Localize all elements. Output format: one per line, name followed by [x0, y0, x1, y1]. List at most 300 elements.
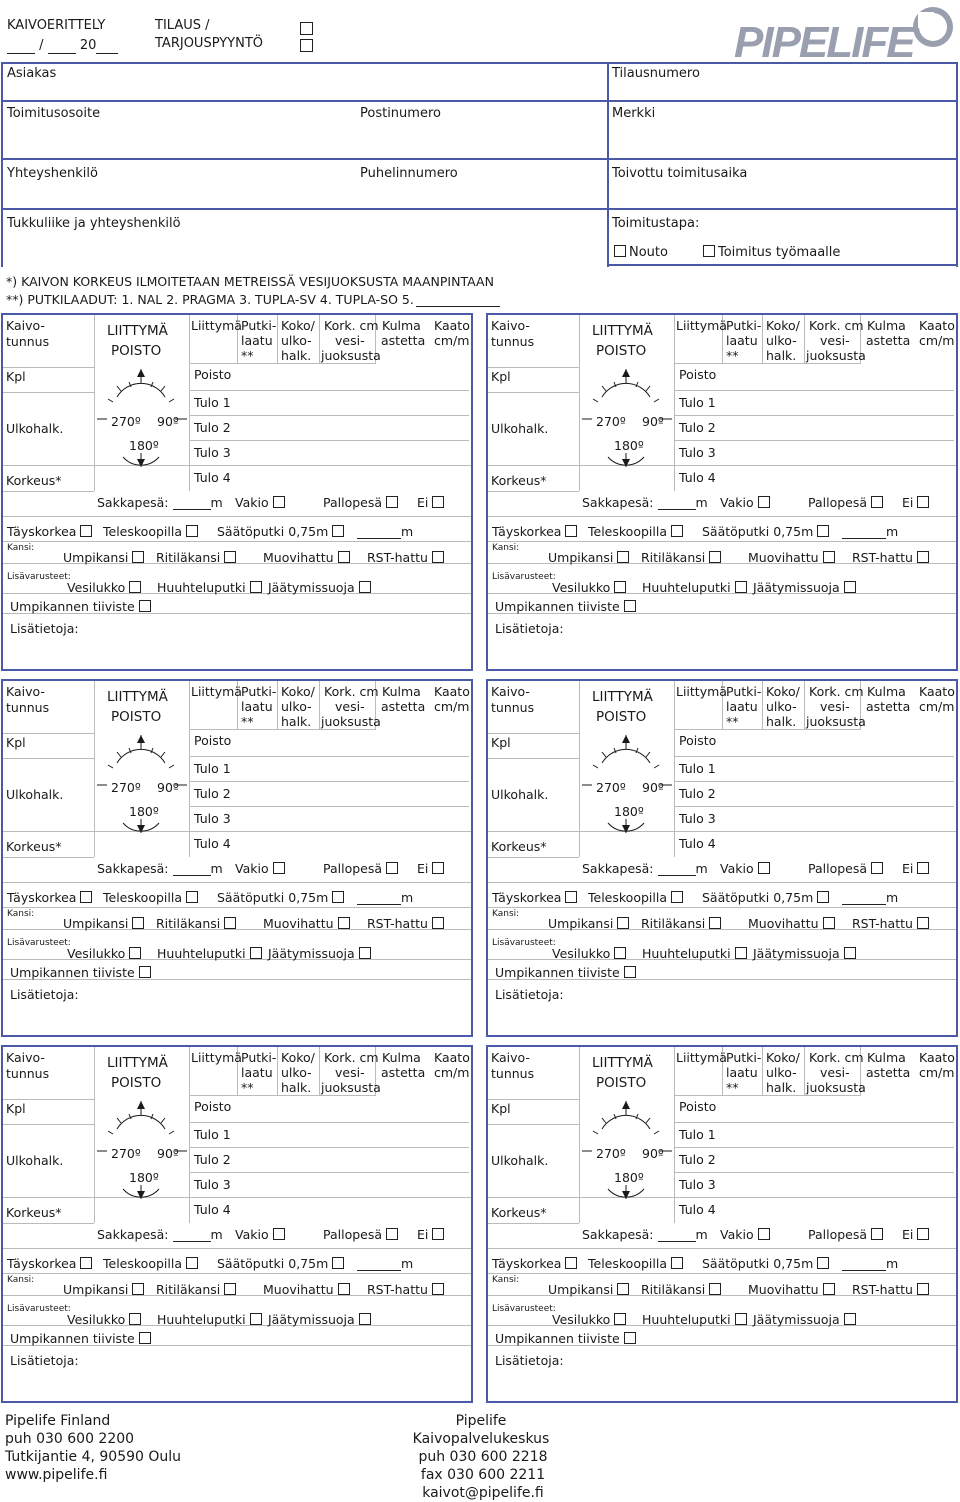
- ei-option[interactable]: [417, 861, 444, 876]
- muovihattu-label: Muovihattu: [263, 1282, 334, 1297]
- puhelinnumero-label: Puhelinnumero: [360, 166, 458, 181]
- umpikannen-label: Umpikannen tiiviste: [495, 965, 620, 980]
- row-tulo-1: Tulo 1: [679, 1127, 716, 1142]
- note-height: *) KAIVON KORKEUS ILMOITETAAN METREISSÄ VESIJUOKSUSTA MAANPINTAAN: [6, 274, 494, 289]
- pallopesa-label: Pallopesä: [323, 1227, 383, 1242]
- sakkapesa-input[interactable]: [173, 863, 211, 876]
- deg-90: 90º: [157, 780, 179, 795]
- col-kulma-2: astetta: [866, 333, 911, 348]
- kansi-label: Kansi:: [492, 1275, 520, 1285]
- col-putki-1: Putki-: [726, 1050, 762, 1065]
- umpikannen-option[interactable]: [10, 599, 151, 614]
- korkeus-label: Korkeus*: [491, 473, 547, 488]
- col-koko-3: halk.: [281, 348, 312, 363]
- pallopesa-label: Pallopesä: [323, 861, 383, 876]
- muovihattu-option[interactable]: [748, 550, 835, 565]
- saatoputki-length[interactable]: [357, 524, 413, 539]
- pallopesa-option[interactable]: [323, 1227, 398, 1242]
- ei-label: Ei: [417, 1227, 429, 1242]
- footer-right-3: fax 030 600 2211: [420, 1467, 546, 1483]
- ritilakansi-option[interactable]: [641, 550, 721, 565]
- huuhteluputki-option[interactable]: [642, 580, 747, 595]
- rsthattu-option[interactable]: [852, 1282, 929, 1297]
- sakkapesa-label: Sakkapesä:: [97, 1227, 169, 1242]
- umpikannen-option[interactable]: [10, 1331, 151, 1346]
- lisavarusteet-label: Lisävarusteet:: [7, 1304, 71, 1314]
- saatoputki-option[interactable]: [217, 890, 344, 905]
- row-tulo-1: Tulo 1: [194, 761, 231, 776]
- row-tulo-2: Tulo 2: [679, 420, 716, 435]
- kaivotunnus-label-2: tunnus: [491, 1066, 535, 1081]
- tayskorkea-option[interactable]: [7, 1256, 92, 1271]
- row-tulo-3: Tulo 3: [679, 445, 716, 460]
- tayskorkea-option[interactable]: [492, 524, 577, 539]
- jaatymissuoja-option[interactable]: [753, 946, 856, 961]
- col-putki-2: laatu: [241, 699, 273, 714]
- saatoputki-option[interactable]: [702, 524, 829, 539]
- col-kork-3: juoksusta: [806, 714, 866, 729]
- umpikannen-label: Umpikannen tiiviste: [495, 1331, 620, 1346]
- vesilukko-option[interactable]: [67, 946, 141, 961]
- umpikansi-option[interactable]: [63, 916, 144, 931]
- ritilakansi-option[interactable]: [641, 1282, 721, 1297]
- saatoputki-length[interactable]: [842, 1256, 898, 1271]
- ulkohalk-label: Ulkohalk.: [6, 787, 64, 802]
- rsthattu-option[interactable]: [852, 550, 929, 565]
- col-putki-2: laatu: [726, 333, 758, 348]
- kpl-label: Kpl: [6, 1101, 26, 1116]
- vesilukko-option[interactable]: [67, 580, 141, 595]
- umpikannen-label: Umpikannen tiiviste: [10, 1331, 135, 1346]
- ritilakansi-option[interactable]: [156, 550, 236, 565]
- kaivotunnus-label-1: Kaivo-: [6, 1050, 45, 1065]
- ritilakansi-label: Ritiläkansi: [156, 1282, 221, 1297]
- saatoputki-length[interactable]: [842, 890, 898, 905]
- tayskorkea-label: Täyskorkea: [7, 1256, 77, 1271]
- umpikansi-option[interactable]: [63, 1282, 144, 1297]
- rsthattu-option[interactable]: [367, 550, 444, 565]
- vakio-option[interactable]: [235, 861, 285, 876]
- sakkapesa-row: [582, 861, 708, 876]
- ei-option[interactable]: [417, 1227, 444, 1242]
- saatoputki-length[interactable]: [842, 524, 898, 539]
- col-kork-1: Kork. cm: [809, 1050, 864, 1065]
- vakio-option[interactable]: [235, 495, 285, 510]
- col-putki-3: **: [726, 714, 739, 729]
- ei-option[interactable]: [417, 495, 444, 510]
- umpikansi-option[interactable]: [548, 916, 629, 931]
- ritilakansi-option[interactable]: [641, 916, 721, 931]
- huuhteluputki-option[interactable]: [157, 580, 262, 595]
- row-poisto: Poisto: [679, 1099, 717, 1114]
- customer-form-frame: [1, 62, 958, 267]
- kpl-label: Kpl: [6, 369, 26, 384]
- col-kulma-1: Kulma: [382, 684, 421, 699]
- pallopesa-option[interactable]: [808, 495, 883, 510]
- tayskorkea-option[interactable]: [492, 1256, 577, 1271]
- korkeus-label: Korkeus*: [6, 839, 62, 854]
- vakio-option[interactable]: [720, 1227, 770, 1242]
- ei-option[interactable]: [902, 1227, 929, 1242]
- sakkapesa-unit: m: [210, 861, 223, 876]
- sakkapesa-row: [582, 1227, 708, 1242]
- huuhteluputki-label: Huuhteluputki: [157, 1312, 246, 1327]
- footer-right-2: puh 030 600 2218: [418, 1449, 548, 1465]
- sakkapesa-unit: m: [210, 1227, 223, 1242]
- sakkapesa-unit: m: [210, 495, 223, 510]
- tayskorkea-label: Täyskorkea: [7, 890, 77, 905]
- kaivo-block-2: [486, 313, 958, 671]
- deg-180: 180º: [614, 1170, 644, 1185]
- teleskoopilla-option[interactable]: [103, 524, 198, 539]
- deg-270: 270º: [596, 780, 626, 795]
- vakio-label: Vakio: [720, 495, 754, 510]
- kansi-label: Kansi:: [492, 909, 520, 919]
- toimitustapa-label: Toimitustapa:: [612, 216, 700, 231]
- toimitus-tyomaalle-option[interactable]: [703, 245, 840, 260]
- kaivotunnus-label-2: tunnus: [491, 700, 535, 715]
- col-kulma-2: astetta: [381, 1065, 426, 1080]
- jaatymissuoja-option[interactable]: [753, 580, 856, 595]
- rsthattu-label: RST-hattu: [367, 1282, 428, 1297]
- pallopesa-option[interactable]: [808, 861, 883, 876]
- lisavarusteet-label: Lisävarusteet:: [492, 1304, 556, 1314]
- ei-label: Ei: [902, 861, 914, 876]
- poisto-heading: POISTO: [111, 1075, 162, 1091]
- tayskorkea-option[interactable]: [492, 890, 577, 905]
- umpikansi-option[interactable]: [548, 550, 629, 565]
- tayskorkea-label: Täyskorkea: [7, 524, 77, 539]
- tayskorkea-label: Täyskorkea: [492, 890, 562, 905]
- jaatymissuoja-label: Jäätymissuoja: [268, 1312, 355, 1327]
- sakkapesa-label: Sakkapesä:: [582, 861, 654, 876]
- col-liittyma: Liittymä: [191, 1050, 242, 1065]
- saatoputki-option[interactable]: [702, 890, 829, 905]
- vesilukko-option[interactable]: [552, 580, 626, 595]
- sakkapesa-label: Sakkapesä:: [97, 495, 169, 510]
- footer-company: [5, 1412, 181, 1484]
- muovihattu-label: Muovihattu: [748, 550, 819, 565]
- vakio-option[interactable]: [720, 495, 770, 510]
- deg-90: 90º: [642, 1146, 664, 1161]
- col-koko-3: halk.: [281, 714, 312, 729]
- pallopesa-option[interactable]: [808, 1227, 883, 1242]
- vakio-option[interactable]: [235, 1227, 285, 1242]
- kpl-label: Kpl: [491, 369, 511, 384]
- umpikannen-option[interactable]: [495, 599, 636, 614]
- nouto-option[interactable]: [614, 245, 668, 260]
- col-putki-3: **: [241, 348, 254, 363]
- sakkapesa-label: Sakkapesä:: [582, 1227, 654, 1242]
- umpikansi-label: Umpikansi: [63, 550, 129, 565]
- asiakas-label: Asiakas: [7, 66, 57, 81]
- deg-180: 180º: [129, 438, 159, 453]
- tayskorkea-option[interactable]: [7, 890, 92, 905]
- jaatymissuoja-label: Jäätymissuoja: [753, 1312, 840, 1327]
- sakkapesa-row: [97, 1227, 223, 1242]
- teleskoopilla-label: Teleskoopilla: [103, 890, 182, 905]
- lisatietoja-label: Lisätietoja:: [10, 1353, 79, 1368]
- col-kork-3: juoksusta: [321, 1080, 381, 1095]
- kaivo-block-6: [486, 1045, 958, 1403]
- liittyma-heading: LIITTYMÄ: [592, 323, 653, 339]
- col-kulma-1: Kulma: [382, 318, 421, 333]
- saatoputki-label: Säätöputki 0,75m: [217, 524, 329, 539]
- row-tulo-1: Tulo 1: [194, 1127, 231, 1142]
- umpikannen-option[interactable]: [10, 965, 151, 980]
- jaatymissuoja-label: Jäätymissuoja: [753, 946, 840, 961]
- col-kork-1: Kork. cm: [809, 684, 864, 699]
- yhteyshenkilo-label: Yhteyshenkilö: [7, 166, 98, 181]
- col-kaato-1: Kaato: [434, 684, 470, 699]
- kaivotunnus-label-2: tunnus: [6, 1066, 50, 1081]
- sakkapesa-label: Sakkapesä:: [97, 861, 169, 876]
- row-poisto: Poisto: [679, 733, 717, 748]
- saatoputki-option[interactable]: [702, 1256, 829, 1271]
- vakio-label: Vakio: [235, 495, 269, 510]
- col-kork-3: juoksusta: [806, 348, 866, 363]
- footer-left-4[interactable]: www.pipelife.fi: [5, 1467, 108, 1483]
- ritilakansi-label: Ritiläkansi: [641, 1282, 706, 1297]
- umpikannen-option[interactable]: [495, 965, 636, 980]
- vesilukko-label: Vesilukko: [552, 946, 611, 961]
- col-kork-1: Kork. cm: [324, 1050, 379, 1065]
- umpikannen-label: Umpikannen tiiviste: [10, 965, 135, 980]
- jaatymissuoja-option[interactable]: [268, 946, 371, 961]
- sakkapesa-input[interactable]: [173, 1229, 211, 1242]
- col-koko-1: Koko/: [766, 318, 800, 333]
- huuhteluputki-option[interactable]: [642, 1312, 747, 1327]
- teleskoopilla-option[interactable]: [588, 524, 683, 539]
- sakkapesa-input[interactable]: [658, 863, 696, 876]
- col-kaato-2: cm/m: [919, 1065, 955, 1080]
- sakkapesa-label: Sakkapesä:: [582, 495, 654, 510]
- pallopesa-label: Pallopesä: [808, 495, 868, 510]
- col-kulma-2: astetta: [381, 699, 426, 714]
- ulkohalk-label: Ulkohalk.: [6, 421, 64, 436]
- muovihattu-option[interactable]: [263, 1282, 350, 1297]
- vesilukko-option[interactable]: [67, 1312, 141, 1327]
- saatoputki-length[interactable]: [357, 1256, 413, 1271]
- huuhteluputki-label: Huuhteluputki: [157, 946, 246, 961]
- muovihattu-option[interactable]: [263, 916, 350, 931]
- lisatietoja-label: Lisätietoja:: [10, 621, 79, 636]
- vakio-option[interactable]: [720, 861, 770, 876]
- col-kork-3: juoksusta: [321, 348, 381, 363]
- umpikannen-label: Umpikannen tiiviste: [10, 599, 135, 614]
- date-field[interactable]: [7, 38, 118, 54]
- saatoputki-option[interactable]: [217, 524, 344, 539]
- teleskoopilla-option[interactable]: [588, 890, 683, 905]
- teleskoopilla-option[interactable]: [103, 890, 198, 905]
- row-poisto: Poisto: [194, 733, 232, 748]
- col-kulma-1: Kulma: [867, 318, 906, 333]
- saatoputki-length[interactable]: [357, 890, 413, 905]
- saatoputki-label: Säätöputki 0,75m: [217, 1256, 329, 1271]
- ei-option[interactable]: [902, 495, 929, 510]
- jaatymissuoja-option[interactable]: [268, 580, 371, 595]
- ritilakansi-label: Ritiläkansi: [641, 550, 706, 565]
- lisatietoja-label: Lisätietoja:: [495, 621, 564, 636]
- huuhteluputki-label: Huuhteluputki: [157, 580, 246, 595]
- sakkapesa-unit: m: [695, 861, 708, 876]
- poisto-heading: POISTO: [596, 343, 647, 359]
- ritilakansi-option[interactable]: [156, 1282, 236, 1297]
- umpikansi-option[interactable]: [548, 1282, 629, 1297]
- col-putki-3: **: [726, 348, 739, 363]
- saatoputki-label: Säätöputki 0,75m: [702, 890, 814, 905]
- poisto-heading: POISTO: [111, 709, 162, 725]
- row-tulo-4: Tulo 4: [679, 470, 716, 485]
- jaatymissuoja-label: Jäätymissuoja: [268, 580, 355, 595]
- col-koko-3: halk.: [281, 1080, 312, 1095]
- col-putki-1: Putki-: [241, 1050, 277, 1065]
- umpikansi-label: Umpikansi: [548, 550, 614, 565]
- korkeus-label: Korkeus*: [491, 1205, 547, 1220]
- col-kork-1: Kork. cm: [324, 318, 379, 333]
- huuhteluputki-option[interactable]: [157, 1312, 262, 1327]
- col-kaato-1: Kaato: [919, 684, 955, 699]
- tarjouspyynto-checkbox[interactable]: [300, 36, 317, 55]
- rsthattu-option[interactable]: [852, 916, 929, 931]
- tayskorkea-option[interactable]: [7, 524, 92, 539]
- col-kork-2: vesi-: [820, 333, 850, 348]
- ritilakansi-label: Ritiläkansi: [156, 550, 221, 565]
- korkeus-label: Korkeus*: [6, 473, 62, 488]
- huuhteluputki-option[interactable]: [642, 946, 747, 961]
- row-tulo-4: Tulo 4: [679, 836, 716, 851]
- col-kulma-1: Kulma: [382, 1050, 421, 1065]
- ritilakansi-option[interactable]: [156, 916, 236, 931]
- toimitus-tyomaalle-label: Toimitus työmaalle: [718, 245, 841, 260]
- rsthattu-option[interactable]: [367, 1282, 444, 1297]
- row-tulo-1: Tulo 1: [679, 761, 716, 776]
- row-tulo-4: Tulo 4: [679, 1202, 716, 1217]
- muovihattu-option[interactable]: [748, 1282, 835, 1297]
- pallopesa-option[interactable]: [323, 495, 398, 510]
- ulkohalk-label: Ulkohalk.: [491, 787, 549, 802]
- row-tulo-3: Tulo 3: [194, 445, 231, 460]
- deg-180: 180º: [614, 804, 644, 819]
- row-tulo-4: Tulo 4: [194, 470, 231, 485]
- umpikannen-option[interactable]: [495, 1331, 636, 1346]
- ulkohalk-label: Ulkohalk.: [491, 421, 549, 436]
- row-poisto: Poisto: [194, 367, 232, 382]
- note-pipe-qualities-text: **) PUTKILAADUT: 1. NAL 2. PRAGMA 3. TUPLA-SV 4. TUPLA-SO 5.: [6, 292, 414, 307]
- rsthattu-option[interactable]: [367, 916, 444, 931]
- col-putki-1: Putki-: [241, 318, 277, 333]
- sakkapesa-input[interactable]: [658, 497, 696, 510]
- vakio-label: Vakio: [720, 1227, 754, 1242]
- sakkapesa-row: [97, 495, 223, 510]
- col-kork-1: Kork. cm: [324, 684, 379, 699]
- postinumero-label: Postinumero: [360, 106, 441, 121]
- col-putki-3: **: [241, 714, 254, 729]
- toivottu-label: Toivottu toimitusaika: [612, 166, 748, 181]
- col-putki-2: laatu: [726, 1065, 758, 1080]
- umpikansi-option[interactable]: [63, 550, 144, 565]
- col-kaato-1: Kaato: [919, 1050, 955, 1065]
- ei-label: Ei: [417, 495, 429, 510]
- merkki-label: Merkki: [612, 106, 656, 121]
- deg-270: 270º: [111, 780, 141, 795]
- rsthattu-label: RST-hattu: [852, 1282, 913, 1297]
- kansi-label: Kansi:: [492, 543, 520, 553]
- col-putki-2: laatu: [241, 333, 273, 348]
- jaatymissuoja-label: Jäätymissuoja: [753, 580, 840, 595]
- ei-option[interactable]: [902, 861, 929, 876]
- row-tulo-2: Tulo 2: [194, 420, 231, 435]
- row-poisto: Poisto: [194, 1099, 232, 1114]
- col-koko-3: halk.: [766, 348, 797, 363]
- row-tulo-2: Tulo 2: [679, 786, 716, 801]
- footer-left-2: puh 030 600 2200: [5, 1431, 135, 1447]
- sakkapesa-input[interactable]: [173, 497, 211, 510]
- teleskoopilla-option[interactable]: [588, 1256, 683, 1271]
- vesilukko-label: Vesilukko: [67, 946, 126, 961]
- vesilukko-option[interactable]: [552, 946, 626, 961]
- footer-left-1: Pipelife Finland: [5, 1413, 111, 1429]
- kaivotunnus-label-1: Kaivo-: [6, 684, 45, 699]
- col-kulma-1: Kulma: [867, 684, 906, 699]
- umpikansi-label: Umpikansi: [63, 916, 129, 931]
- rsthattu-label: RST-hattu: [852, 916, 913, 931]
- kaivo-block-3: [1, 679, 473, 1037]
- ei-label: Ei: [902, 1227, 914, 1242]
- tayskorkea-label: Täyskorkea: [492, 1256, 562, 1271]
- deg-270: 270º: [596, 414, 626, 429]
- footer-right-4[interactable]: kaivot@pipelife.fi: [422, 1485, 544, 1501]
- footer-right-1: Pipelife Kaivopalvelukeskus: [412, 1413, 550, 1447]
- col-putki-1: Putki-: [726, 318, 762, 333]
- huuhteluputki-label: Huuhteluputki: [642, 1312, 731, 1327]
- lisavarusteet-label: Lisävarusteet:: [7, 938, 71, 948]
- kaivotunnus-label-1: Kaivo-: [491, 1050, 530, 1065]
- poisto-heading: POISTO: [596, 709, 647, 725]
- kaivo-block-1: [1, 313, 473, 671]
- pipelife-logo: [732, 4, 958, 60]
- col-kork-3: juoksusta: [321, 714, 381, 729]
- saatoputki-label: Säätöputki 0,75m: [217, 890, 329, 905]
- lisatietoja-label: Lisätietoja:: [495, 987, 564, 1002]
- muovihattu-option[interactable]: [263, 550, 350, 565]
- col-koko-2: ulko-: [281, 699, 312, 714]
- row-tulo-2: Tulo 2: [194, 786, 231, 801]
- jaatymissuoja-option[interactable]: [268, 1312, 371, 1327]
- vesilukko-option[interactable]: [552, 1312, 626, 1327]
- col-liittyma: Liittymä: [676, 1050, 727, 1065]
- deg-90: 90º: [157, 1146, 179, 1161]
- teleskoopilla-option[interactable]: [103, 1256, 198, 1271]
- col-koko-2: ulko-: [766, 699, 797, 714]
- muovihattu-option[interactable]: [748, 916, 835, 931]
- deg-270: 270º: [596, 1146, 626, 1161]
- col-liittyma: Liittymä: [676, 318, 727, 333]
- col-kork-2: vesi-: [335, 1065, 365, 1080]
- col-kaato-1: Kaato: [434, 318, 470, 333]
- sakkapesa-input[interactable]: [658, 1229, 696, 1242]
- pallopesa-label: Pallopesä: [808, 1227, 868, 1242]
- huuhteluputki-label: Huuhteluputki: [642, 580, 731, 595]
- vakio-label: Vakio: [235, 1227, 269, 1242]
- pallopesa-option[interactable]: [323, 861, 398, 876]
- liittyma-heading: LIITTYMÄ: [107, 323, 168, 339]
- huuhteluputki-option[interactable]: [157, 946, 262, 961]
- saatoputki-option[interactable]: [217, 1256, 344, 1271]
- kaivoerittely-title: KAIVOERITTELY: [7, 18, 106, 33]
- jaatymissuoja-option[interactable]: [753, 1312, 856, 1327]
- col-kork-2: vesi-: [335, 699, 365, 714]
